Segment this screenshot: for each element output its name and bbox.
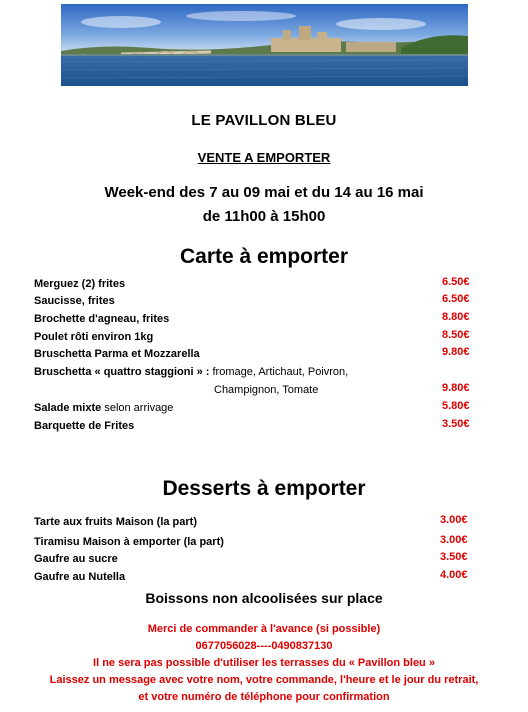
menu-item-name: Salade mixte	[34, 402, 102, 414]
menu-item-detail-2: Champignon, Tomate	[214, 384, 319, 396]
menu-item-price: 6.50€	[442, 293, 470, 305]
dessert-item-name: Gaufre au sucre	[34, 553, 118, 565]
menu-item-detail: selon arrivage	[104, 402, 174, 414]
menu-item-name: Bruschetta « quattro staggioni » :	[34, 366, 210, 378]
dessert-item-price: 3.00€	[440, 534, 468, 546]
carte-heading: Carte à emporter	[179, 245, 349, 268]
message-note: Laissez un message avec votre nom, votre commande, l'heure et le jour du retrait,	[49, 674, 479, 686]
dessert-item-price: 3.00€	[440, 514, 468, 526]
dessert-item-price: 3.50€	[440, 551, 468, 563]
menu-item-price: 8.50€	[442, 329, 470, 341]
menu-item-name: Poulet rôti environ 1kg	[34, 331, 154, 343]
dessert-item-name: Gaufre au Nutella	[34, 571, 126, 583]
menu-item-name: Barquette de Frites	[34, 420, 135, 432]
phone-numbers: 0677056028----0490837130	[195, 640, 333, 652]
order-note: Merci de commander à l'avance (si possible)	[147, 623, 381, 635]
banner-photo	[61, 4, 468, 86]
hours-line: de 11h00 à 15h00	[202, 208, 326, 225]
panorama-image	[61, 4, 468, 86]
dates-block	[0, 181, 528, 229]
menu-item-price: 5.80€	[442, 400, 470, 412]
dates-line-1: Week-end des 7 au 09 mai et du 14 au 16 mai	[104, 184, 424, 201]
dessert-item-name: Tarte aux fruits Maison (la part)	[34, 516, 197, 528]
menu-item-price: 3.50€	[442, 418, 470, 430]
menu-item-name: Merguez (2) frites	[34, 278, 126, 290]
menu-item-price: 6.50€	[442, 276, 470, 288]
confirmation-note: et votre numéro de téléphone pour confirmation	[138, 691, 390, 703]
drinks-note: Boissons non alcoolisées sur place	[145, 590, 383, 606]
menu-item-name: Bruschetta Parma et Mozzarella	[34, 348, 200, 360]
terrace-note: Il ne sera pas possible d'utiliser les terrasses du « Pavillon bleu »	[93, 657, 435, 669]
dessert-item-name: Tiramisu Maison à emporter (la part)	[34, 536, 224, 548]
menu-item-detail: fromage, Artichaut, Poivron,	[212, 366, 349, 378]
dessert-item-price: 4.00€	[440, 569, 468, 581]
page-title: LE PAVILLON BLEU	[191, 112, 337, 129]
sale-type-heading: VENTE A EMPORTER	[197, 150, 331, 165]
menu-item-name: Saucisse, frites	[34, 295, 115, 307]
desserts-heading: Desserts à emporter	[162, 477, 366, 500]
menu-item-price: 9.80€	[442, 346, 470, 358]
menu-item-price: 9.80€	[442, 382, 470, 394]
menu-item-name: Brochette d'agneau, frites	[34, 313, 170, 325]
menu-item-price: 8.80€	[442, 311, 470, 323]
